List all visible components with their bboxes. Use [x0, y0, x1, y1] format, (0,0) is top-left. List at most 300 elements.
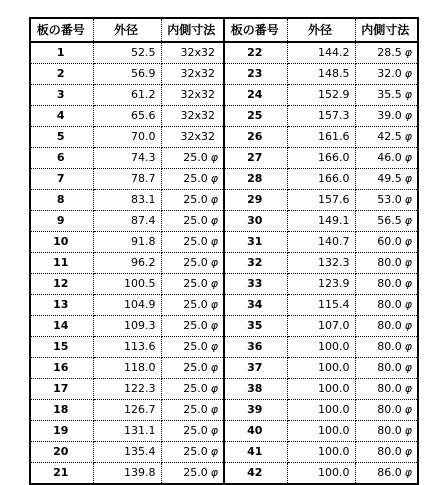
cell-value: 104.9 [124, 298, 156, 311]
plate-number-cell [224, 379, 287, 400]
inner-dimension-cell [355, 274, 418, 295]
table-row [30, 127, 418, 148]
cell-value: 12 [53, 277, 69, 290]
cell-value: 65.6 [131, 109, 156, 122]
cell-value: 144.2 [318, 46, 350, 59]
outer-diameter-cell [93, 442, 161, 463]
table-row [30, 106, 418, 127]
inner-dimension-cell [355, 295, 418, 316]
table-row [30, 42, 418, 64]
outer-diameter-cell [287, 463, 355, 485]
outer-diameter-cell [93, 106, 161, 127]
inner-dimension-cell [161, 316, 224, 337]
cell-value: 36 [247, 340, 263, 353]
table-row [30, 337, 418, 358]
diameter-symbol: φ [404, 46, 412, 59]
plate-number-cell [224, 232, 287, 253]
cell-value: 118.0 [124, 361, 156, 374]
cell-value: 26 [247, 130, 263, 143]
plate-number-cell [224, 358, 287, 379]
inner-dimension-cell [355, 211, 418, 232]
cell-value: 32 [247, 256, 263, 269]
cell-value: 25.0 [183, 424, 208, 437]
cell-value: 140.7 [318, 235, 350, 248]
cell-value: 100.0 [318, 340, 350, 353]
outer-diameter-cell [93, 379, 161, 400]
table-row [30, 421, 418, 442]
diameter-symbol: φ [210, 214, 218, 227]
cell-value: 25.0 [183, 214, 208, 227]
plate-number-cell [224, 169, 287, 190]
plate-number-cell [224, 127, 287, 148]
diameter-symbol: φ [404, 277, 412, 290]
inner-dimension-cell [355, 379, 418, 400]
cell-value: 25.0 [183, 151, 208, 164]
plate-number-cell [30, 379, 93, 400]
table-row [30, 253, 418, 274]
inner-dimension-cell [355, 400, 418, 421]
cell-value: 25.0 [183, 382, 208, 395]
cell-value: 52.5 [131, 46, 156, 59]
outer-diameter-cell [287, 316, 355, 337]
cell-value: 100.0 [318, 466, 350, 479]
cell-value: 100.0 [318, 445, 350, 458]
plate-number-cell [224, 85, 287, 106]
table-row [30, 232, 418, 253]
cell-value: 149.1 [318, 214, 350, 227]
cell-value: 23 [247, 67, 263, 80]
outer-diameter-cell [287, 148, 355, 169]
cell-value: 40 [247, 424, 263, 437]
cell-value: 74.3 [131, 151, 156, 164]
diameter-symbol: φ [404, 172, 412, 185]
outer-diameter-cell [93, 64, 161, 85]
cell-value: 46.0 [377, 151, 402, 164]
diameter-symbol: φ [404, 424, 412, 437]
diameter-symbol: φ [210, 445, 218, 458]
outer-diameter-cell [287, 232, 355, 253]
inner-dimension-cell [161, 190, 224, 211]
diameter-symbol: φ [210, 277, 218, 290]
plate-number-cell [30, 463, 93, 485]
cell-value: 13 [53, 298, 69, 311]
cell-value: 60.0 [377, 235, 402, 248]
cell-value: 100.0 [318, 403, 350, 416]
outer-diameter-cell [287, 169, 355, 190]
diameter-symbol: φ [404, 340, 412, 353]
plate-number-cell [224, 148, 287, 169]
cell-value: 70.0 [131, 130, 156, 143]
outer-diameter-cell [93, 274, 161, 295]
cell-value: 25.0 [183, 403, 208, 416]
outer-diameter-cell [93, 42, 161, 64]
outer-diameter-cell [93, 211, 161, 232]
outer-diameter-cell [287, 295, 355, 316]
cell-value: 27 [247, 151, 263, 164]
inner-dimension-cell [355, 358, 418, 379]
diameter-symbol: φ [404, 67, 412, 80]
outer-diameter-cell [287, 211, 355, 232]
outer-diameter-cell [93, 169, 161, 190]
header-inner-dimension: 内側寸法 [355, 18, 418, 42]
cell-value: 96.2 [131, 256, 156, 269]
plate-number-cell [30, 295, 93, 316]
plate-number-cell [224, 337, 287, 358]
cell-value: 32.0 [377, 67, 402, 80]
table-row [30, 463, 418, 485]
cell-value: 80.0 [377, 277, 402, 290]
outer-diameter-cell [287, 379, 355, 400]
cell-value: 25.0 [183, 256, 208, 269]
outer-diameter-cell [93, 190, 161, 211]
outer-diameter-cell [93, 295, 161, 316]
cell-value: 80.0 [377, 256, 402, 269]
cell-value: 24 [247, 88, 263, 101]
cell-value: 15 [53, 340, 69, 353]
cell-value: 32x32 [180, 88, 215, 101]
cell-value: 131.1 [124, 424, 156, 437]
diameter-symbol: φ [210, 340, 218, 353]
diameter-symbol: φ [210, 382, 218, 395]
inner-dimension-cell [161, 42, 224, 64]
inner-dimension-cell [355, 148, 418, 169]
cell-value: 80.0 [377, 382, 402, 395]
inner-dimension-cell [355, 337, 418, 358]
outer-diameter-cell [287, 274, 355, 295]
cell-value: 31 [247, 235, 263, 248]
inner-dimension-cell [161, 337, 224, 358]
inner-dimension-cell [355, 85, 418, 106]
cell-value: 80.0 [377, 445, 402, 458]
cell-value: 39.0 [377, 109, 402, 122]
cell-value: 166.0 [318, 172, 350, 185]
cell-value: 21 [53, 466, 69, 479]
plate-number-cell [30, 106, 93, 127]
cell-value: 28.5 [377, 46, 402, 59]
diameter-symbol: φ [210, 403, 218, 416]
diameter-symbol: φ [404, 403, 412, 416]
cell-value: 100.5 [124, 277, 156, 290]
cell-value: 25.0 [183, 298, 208, 311]
plate-number-cell [224, 106, 287, 127]
inner-dimension-cell [161, 253, 224, 274]
outer-diameter-cell [287, 106, 355, 127]
cell-value: 157.3 [318, 109, 350, 122]
diameter-symbol: φ [210, 256, 218, 269]
plate-number-cell [30, 169, 93, 190]
cell-value: 39 [247, 403, 263, 416]
cell-value: 32x32 [180, 46, 215, 59]
table-header [30, 18, 418, 42]
cell-value: 42 [247, 466, 263, 479]
diameter-symbol: φ [210, 193, 218, 206]
cell-value: 56.9 [131, 67, 156, 80]
table-row [30, 64, 418, 85]
plate-number-cell [224, 421, 287, 442]
table-row [30, 379, 418, 400]
plate-number-cell [30, 421, 93, 442]
outer-diameter-cell [287, 421, 355, 442]
cell-value: 8 [56, 193, 65, 206]
cell-value: 25.0 [183, 361, 208, 374]
table-row [30, 295, 418, 316]
outer-diameter-cell [93, 463, 161, 485]
cell-value: 61.2 [131, 88, 156, 101]
plate-number-cell [30, 232, 93, 253]
plate-number-cell [224, 42, 287, 64]
outer-diameter-cell [287, 400, 355, 421]
plate-number-cell [224, 316, 287, 337]
diameter-symbol: φ [210, 319, 218, 332]
inner-dimension-cell [161, 295, 224, 316]
inner-dimension-cell [161, 148, 224, 169]
inner-dimension-cell [355, 463, 418, 485]
cell-value: 10 [53, 235, 69, 248]
plate-number-cell [30, 64, 93, 85]
outer-diameter-cell [93, 232, 161, 253]
inner-dimension-cell [355, 421, 418, 442]
cell-value: 1 [56, 46, 65, 59]
outer-diameter-cell [287, 253, 355, 274]
plate-number-cell [224, 442, 287, 463]
cell-value: 20 [53, 445, 69, 458]
inner-dimension-cell [161, 274, 224, 295]
diameter-symbol: φ [404, 256, 412, 269]
table-row [30, 190, 418, 211]
diameter-symbol: φ [404, 235, 412, 248]
table-row [30, 316, 418, 337]
diameter-symbol: φ [210, 172, 218, 185]
diameter-symbol: φ [404, 193, 412, 206]
table-row [30, 148, 418, 169]
cell-value: 3 [56, 88, 65, 101]
cell-value: 37 [247, 361, 263, 374]
plate-number-cell [224, 211, 287, 232]
table-row [30, 169, 418, 190]
cell-value: 33 [247, 277, 263, 290]
outer-diameter-cell [93, 316, 161, 337]
plate-number-cell [30, 127, 93, 148]
inner-dimension-cell [161, 421, 224, 442]
table-row [30, 211, 418, 232]
outer-diameter-cell [287, 442, 355, 463]
outer-diameter-cell [93, 400, 161, 421]
cell-value: 109.3 [124, 319, 156, 332]
header-inner-dimension: 内側寸法 [161, 18, 224, 42]
cell-value: 32x32 [180, 109, 215, 122]
plate-number-cell [224, 64, 287, 85]
cell-value: 19 [53, 424, 69, 437]
cell-value: 32x32 [180, 67, 215, 80]
inner-dimension-cell [161, 232, 224, 253]
diameter-symbol: φ [404, 319, 412, 332]
plate-number-cell [224, 274, 287, 295]
plate-number-cell [30, 148, 93, 169]
cell-value: 87.4 [131, 214, 156, 227]
inner-dimension-cell [161, 463, 224, 485]
outer-diameter-cell [287, 64, 355, 85]
plate-number-cell [30, 358, 93, 379]
cell-value: 122.3 [124, 382, 156, 395]
outer-diameter-cell [287, 85, 355, 106]
diameter-symbol: φ [210, 466, 218, 479]
cell-value: 86.0 [377, 466, 402, 479]
outer-diameter-cell [93, 253, 161, 274]
inner-dimension-cell [161, 379, 224, 400]
plate-number-cell [30, 85, 93, 106]
plate-number-cell [224, 295, 287, 316]
table-row [30, 442, 418, 463]
inner-dimension-cell [161, 127, 224, 148]
diameter-symbol: φ [404, 382, 412, 395]
cell-value: 152.9 [318, 88, 350, 101]
cell-value: 16 [53, 361, 69, 374]
cell-value: 126.7 [124, 403, 156, 416]
cell-value: 49.5 [377, 172, 402, 185]
cell-value: 11 [53, 256, 69, 269]
plate-number-cell [224, 253, 287, 274]
cell-value: 113.6 [124, 340, 156, 353]
inner-dimension-cell [355, 442, 418, 463]
cell-value: 2 [56, 67, 65, 80]
outer-diameter-cell [93, 358, 161, 379]
plate-number-cell [224, 463, 287, 485]
cell-value: 42.5 [377, 130, 402, 143]
cell-value: 107.0 [318, 319, 350, 332]
cell-value: 34 [247, 298, 263, 311]
cell-value: 166.0 [318, 151, 350, 164]
cell-value: 100.0 [318, 424, 350, 437]
outer-diameter-cell [287, 42, 355, 64]
cell-value: 30 [247, 214, 263, 227]
cell-value: 25 [247, 109, 263, 122]
cell-value: 139.8 [124, 466, 156, 479]
diameter-symbol: φ [210, 424, 218, 437]
inner-dimension-cell [355, 316, 418, 337]
plate-number-cell [30, 274, 93, 295]
cell-value: 32x32 [180, 130, 215, 143]
outer-diameter-cell [93, 127, 161, 148]
inner-dimension-cell [355, 190, 418, 211]
plate-number-cell [224, 190, 287, 211]
cell-value: 56.5 [377, 214, 402, 227]
cell-value: 135.4 [124, 445, 156, 458]
cell-value: 100.0 [318, 361, 350, 374]
table-body [30, 42, 418, 484]
cell-value: 123.9 [318, 277, 350, 290]
diameter-symbol: φ [404, 109, 412, 122]
header-plate-number: 板の番号 [224, 18, 287, 42]
cell-value: 80.0 [377, 298, 402, 311]
inner-dimension-cell [355, 169, 418, 190]
cell-value: 7 [56, 172, 65, 185]
table-row [30, 358, 418, 379]
cell-value: 18 [53, 403, 69, 416]
inner-dimension-cell [355, 127, 418, 148]
table-row [30, 400, 418, 421]
plate-number-cell [30, 42, 93, 64]
inner-dimension-cell [161, 211, 224, 232]
cell-value: 78.7 [131, 172, 156, 185]
outer-diameter-cell [93, 337, 161, 358]
cell-value: 25.0 [183, 172, 208, 185]
plate-number-cell [30, 211, 93, 232]
cell-value: 6 [56, 151, 65, 164]
plate-number-cell [30, 337, 93, 358]
inner-dimension-cell [161, 85, 224, 106]
inner-dimension-cell [355, 106, 418, 127]
diameter-symbol: φ [404, 151, 412, 164]
diameter-symbol: φ [404, 88, 412, 101]
cell-value: 25.0 [183, 235, 208, 248]
cell-value: 100.0 [318, 382, 350, 395]
cell-value: 22 [247, 46, 263, 59]
cell-value: 25.0 [183, 277, 208, 290]
outer-diameter-cell [93, 85, 161, 106]
diameter-symbol: φ [210, 298, 218, 311]
cell-value: 38 [247, 382, 263, 395]
cell-value: 161.6 [318, 130, 350, 143]
cell-value: 80.0 [377, 319, 402, 332]
plate-number-cell [224, 400, 287, 421]
cell-value: 25.0 [183, 193, 208, 206]
diameter-symbol: φ [210, 151, 218, 164]
cell-value: 80.0 [377, 424, 402, 437]
cell-value: 41 [247, 445, 263, 458]
cell-value: 25.0 [183, 466, 208, 479]
header-plate-number: 板の番号 [30, 18, 93, 42]
inner-dimension-cell [161, 442, 224, 463]
cell-value: 28 [247, 172, 263, 185]
inner-dimension-cell [161, 169, 224, 190]
outer-diameter-cell [287, 190, 355, 211]
plate-number-cell [30, 190, 93, 211]
plate-number-cell [30, 253, 93, 274]
cell-value: 35 [247, 319, 263, 332]
cell-value: 25.0 [183, 340, 208, 353]
header-row [30, 18, 418, 42]
inner-dimension-cell [355, 253, 418, 274]
cell-value: 91.8 [131, 235, 156, 248]
cell-value: 132.3 [318, 256, 350, 269]
outer-diameter-cell [287, 337, 355, 358]
plate-dimension-table [29, 17, 419, 485]
cell-value: 17 [53, 382, 69, 395]
outer-diameter-cell [287, 358, 355, 379]
cell-value: 53.0 [377, 193, 402, 206]
cell-value: 148.5 [318, 67, 350, 80]
inner-dimension-cell [161, 358, 224, 379]
cell-value: 25.0 [183, 445, 208, 458]
diameter-symbol: φ [210, 235, 218, 248]
inner-dimension-cell [161, 64, 224, 85]
diameter-symbol: φ [404, 298, 412, 311]
cell-value: 80.0 [377, 403, 402, 416]
inner-dimension-cell [355, 64, 418, 85]
cell-value: 14 [53, 319, 69, 332]
cell-value: 29 [247, 193, 263, 206]
diameter-symbol: φ [404, 130, 412, 143]
cell-value: 157.6 [318, 193, 350, 206]
cell-value: 80.0 [377, 340, 402, 353]
inner-dimension-cell [161, 400, 224, 421]
diameter-symbol: φ [404, 361, 412, 374]
diameter-symbol: φ [404, 445, 412, 458]
plate-number-cell [30, 316, 93, 337]
plate-number-cell [30, 400, 93, 421]
table-row [30, 274, 418, 295]
outer-diameter-cell [287, 127, 355, 148]
